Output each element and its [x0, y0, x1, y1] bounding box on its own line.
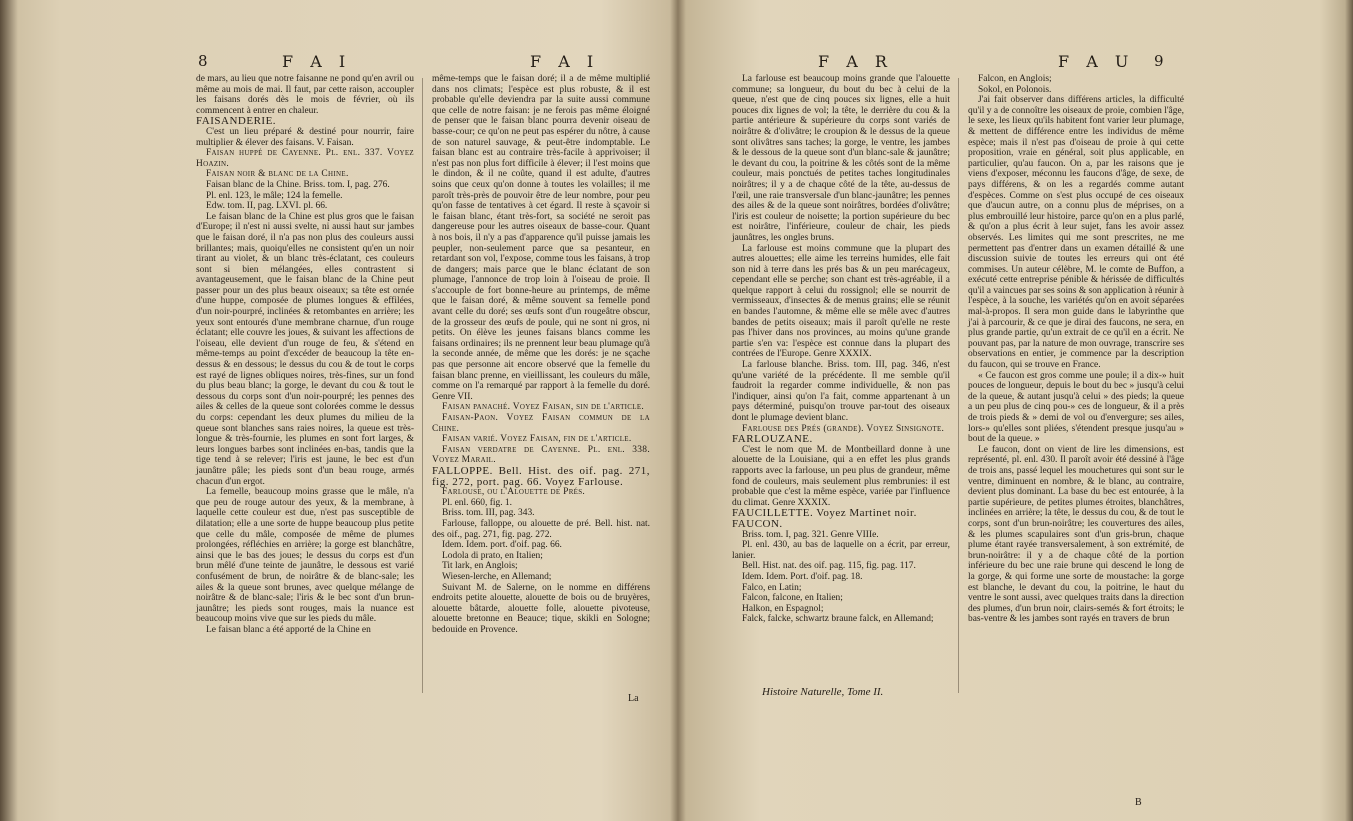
- paragraph: Lodola di prato, en Italien;: [442, 550, 543, 561]
- paragraph: C'est un lieu préparé & destiné pour nourrir, faire multiplier & élever des faisans. V. Faisan.: [196, 126, 414, 148]
- paragraph: Faisan huppé de Cayenne. Pl. enl. 337. Voyez Hoazin.: [196, 148, 414, 169]
- paragraph: Faisan panaché. Voyez Faisan, sin de l'article.: [442, 402, 645, 413]
- paragraph: Faisan varié. Voyez Faisan, fin de l'article.: [442, 434, 632, 445]
- paragraph: Le faisan blanc a été apporté de la Chine en: [206, 624, 371, 635]
- paragraph: Faisan-Paon. Voyez Faisan commun de la Chine.: [432, 413, 650, 434]
- right-page: [686, 0, 1341, 821]
- paragraph: FAUCON.: [732, 517, 783, 530]
- paragraph: « Ce faucon est gros comme une poule; il a dix-» huit pouces de longueur, depuis le bout du bec » jusqu'à celui de la queue, & autant jusqu'à celui » des pieds; la queue a un peu plus de cinq pou-» ces de longueur, & il a près de trois pieds & » demi de vol ou d'envergure; ses ailes, lors-» qu'elles sont pliées, s'étendent presque jusqu'au » bout de la queue. »: [968, 370, 1184, 445]
- paragraph: Idem. Idem. Port. d'oif. pag. 18.: [742, 571, 863, 582]
- paragraph: Falcon, en Anglois;: [978, 74, 1052, 84]
- paragraph: La femelle, beaucoup moins grasse que le mâle, n'a que peu de rouge autour des yeux, & la membrane, à laquelle cette couleur est due, n'est pas susceptible de dilatation; elle a une sorte de huppe beaucoup plus petite que celle du mâle, composée de même de plumes prolongées, réfléchies en arrière; la gorge est blanchâtre, ainsi que le bas des joues; le dessus du corps est d'un brun mêlé d'une teinte de jaunâtre, le dessous est varié confusément de brun, de noirâtre & de blanc-sale; les ailes & la queue sont brunes, avec quelque mélange de noirâtre & de blanc-sale; l'iris & le bec sont d'un brun-jaunâtre; les pieds sont rouges, mais la nuance est beaucoup moins vive que sur les pieds du mâle.: [196, 487, 414, 625]
- paragraph: Le faisan blanc de la Chine est plus gros que le faisan d'Europe; il n'est ni aussi svelte, ni aussi haut sur jambes que le faisan doré, il n'a pas non plus des couleurs aussi brillantes; mais, quoiqu'elles ne consistent qu'en un noir tirant au violet, & un blanc très-éclatant, ces couleurs sont si bien mélangées, elles contrastent si avantageusement, que le faisan blanc de la Chine peut passer pour un des plus beaux oiseaux; sa tête est ornée d'une huppe, composée de plumes longues & effilées, d'un noir-pourpré, inclinées & retombantes en arrière; les yeux sont entourés d'une membrane charnue, d'un rouge éclatant; elle couvre les joues, & suivant les affections de l'oiseau, elle devient d'un rouge de feu, & s'étend en même-temps au point d'excéder de beaucoup la tête en-dessus & en dessous; le dessus du cou & de tout le corps est rayé de lignes obliques noires, très-fines, sur un fond du plus beau blanc; la gorge, le devant du cou & tout le dessous du corps sont d'un noir-pourpré; les pennes des ailes & celles de la queue sont colorées comme le dessus du corps: cependant les deux plumes du milieu de la queue sont blanches sans raies noires, la queue est très-longue & très-fournie, les plumes en sont fort larges, & leurs longues barbes sont inclinées en-bas, tandis que la tige tend à se relever; l'iris est jaune, le bec est d'un jaunâtre pâle; les pieds sont d'un beau rouge, armés chacun d'un ergot.: [196, 211, 414, 487]
- paragraph: Briss. tom. III, pag. 343.: [442, 508, 535, 519]
- paragraph: Halkon, en Espagnol;: [742, 603, 824, 614]
- paragraph: Faisan noir & blanc de la Chine.: [206, 169, 349, 180]
- paragraph: Tit lark, en Anglois;: [442, 561, 518, 572]
- paragraph: Wiesen-lerche, en Allemand;: [442, 571, 552, 582]
- column-divider: [422, 78, 423, 693]
- paragraph: Farlouse, falloppe, ou alouette de pré. Bell. hist. nat. des oif., pag. 271, fig. pag. 272.: [432, 518, 650, 540]
- paragraph: FAUCILLETTE. Voyez Martinet noir.: [732, 507, 917, 520]
- left-page: [10, 0, 672, 821]
- paragraph: Falck, falcke, schwartz braune falck, en Allemand;: [742, 614, 934, 625]
- paragraph: Briss. tom. I, pag. 321. Genre VIIIe.: [742, 529, 879, 540]
- paragraph: Faisan verdatre de Cayenne. Pl. enl. 338. Voyez Marail.: [432, 444, 650, 466]
- paragraph: FALLOPPE. Bell. Hist. des oif. pag. 271, fig. 272, port. pag. 66. Voyez Farlouse.: [432, 464, 650, 488]
- paragraph: J'ai fait observer dans différens articles, la difficulté qu'il y a de connoître les oiseaux de proie, combien l'âge, le sexe, les lieux qu'ils habitent font varier leur plumage, & mettent de différence entre les individus de même espèce; mais il n'est pas d'oiseau de proie à qui cette proposition, vraie en général, soit plus applicable, en particulier, qu'au faucon. On a, par les raisons que je viens d'exposer, méconnu les faucons d'âge, de sexe, de pays différens, & on les a regardés comme autant d'espèces. Comme on s'est plus occupé de ces oiseaux que d'aucun autre, on a connu plus de méprises, on a plus embrouillé leur histoire, parce qu'on en a plus parlé, & qu'on a plus écrit à leur sujet, fans les avoir assez observés. Les limites qui me sont prescrites, ne me permettent pas d'entrer dans un examen détaillé & une discussion suivie de toutes les erreurs qui ont été commises. Un auteur célèbre, M. le comte de Buffon, a exécuté cette entreprise pénible & hérissée de difficultés qu'il a vaincues par ses soins & son application à réunir à l'espèce, à la souche, les variétés qu'on en avoit séparées mal-à-propos. Il sera mon guide dans le labyrinthe que j'ai à parcourir, & ce que je dirai des faucons, ne sera, en plus grande partie, qu'un extrait de ce qu'il en a écrit. Ne pouvant pas, par la nature de mon ouvrage, transcrire ses observations en entier, je commence par la description du faucon, qui se trouve en France.: [968, 95, 1184, 371]
- paragraph: Suivant M. de Salerne, on le nomme en différens endroits petite alouette, alouette de bois ou de bruyères, alouette bâtarde, alouette folle, alouette pivoteuse, alouette bretonne en Beauce; tique, skikli en Sologne; bedouide en Provence.: [432, 582, 650, 635]
- paragraph: La farlouse blanche. Briss. tom. III, pag. 346, n'est qu'une variété de la précédente. Il me semble qu'il faudroit la regarder comme individuelle, & non pas l'indiquer, ainsi qu'on l'a fait, comme appartenant à un pays déterminé, puisqu'on trouve par-tout des oiseaux dont le plumage devient blanc.: [732, 360, 950, 423]
- paragraph: La farlouse est moins commune que la plupart des autres alouettes; elle aime les terreins humides, elle fait son nid à terre dans les prés bas & un peu marécageux, cependant elle se perche; son chant est très-agréable, il a quelque rapport à celui du rossignol; elle se nourrit de vermisseaux, d'insectes & de menus grains; elle se réunit en bandes l'automne, & même elle se mêle avec d'autres bandes de petits oiseaux; mais il paroît qu'elle ne reste pas l'hiver dans nos provinces, au moins qu'une grande partie s'en va: l'espèce est connue dans la plupart des contrées de l'Europe. Genre XXXIX.: [732, 243, 950, 360]
- signature-mark: B: [1135, 797, 1142, 808]
- catchword: La: [628, 693, 639, 704]
- page-number: 8: [198, 52, 208, 70]
- paragraph: Pl. enl. 660, fig. 1.: [442, 497, 512, 508]
- paragraph: Bell. Hist. nat. des oif. pag. 115, fig. pag. 117.: [742, 561, 916, 572]
- text-column-2: [432, 74, 650, 635]
- paragraph: FARLOUZANE.: [732, 433, 813, 446]
- paragraph: Pl. enl. 430, au bas de laquelle on a écrit, par erreur, lanier.: [732, 540, 950, 561]
- running-head-left-page: [10, 52, 672, 74]
- paragraph: même-temps que le faisan doré; il a de même multiplié dans nos climats; l'espèce est plus robuste, & il est probable qu'elle deviendra par la suite aussi commune que celle de notre faisan: je ne ferois pas même éloigné de penser que le faisan blanc pourra devenir oiseau de basse-cour; ce qu'on ne peut pas espérer du nôtre, à cause de son naturel sauvage, & peut-être indomptable. Le faisan blanc est au contraire très-facile à apprivoiser; il n'est pas non plus fort difficile à élever; il l'est moins que le dindon, & il ne coûte, quand il est adulte, d'autres soins que ceux qu'on donne à toutes les volailles; il me paroît très-près de pouvoir être de leur nombre, pour peu qu'on fasse de tentatives à cet égard. Il reste à sçavoir si le faisan blanc, étant très-fort, sa société ne seroit pas dangereuse pour les autres oiseaux de basse-cour. Quant à nos bois, il n'y a pas d'apparence qu'il puisse jamais les peupler, non-seulement parce que sa pesanteur, en retardant son vol, l'expose, comme tous les faisans, à trop de dangers; mais parce que le blanc éclatant de son plumage, l'annonce de trop loin à l'oiseau de proie. Il s'accouple de fort bonne-heure au printemps, de même que le faisan doré, & même souvent sa femelle pond avant celle du doré; ses œufs sont d'un rougeâtre obscur, de la grosseur des œufs de poule, qui ne sont ni gros, ni petits. On élève les jeunes faisans blancs comme les faisans ordinaires; ils ne prennent leur beau plumage qu'à la seconde année, de même que les dorés: je ne sçache pas que personne ait encore observé que la femelle du faisan blanc prenne, en vieillissant, les couleurs du mâle, comme on l'a remarqué par rapport à la femelle du doré. Genre VII.: [432, 74, 650, 402]
- text-column-1: [196, 74, 414, 635]
- paragraph: Edw. tom. II, pag. LXVI. pl. 66.: [206, 201, 328, 212]
- running-head-title-right-col: F A U: [1058, 52, 1135, 71]
- running-head-right-page: [686, 52, 1341, 74]
- paragraph: de mars, au lieu que notre faisanne ne pond qu'en avril ou même au mois de mai. Il faut, par cette raison, accoupler les faisans dorés dès le mois de février, où ils commencent à entrer en chaleur.: [196, 74, 414, 116]
- column-divider: [958, 78, 959, 693]
- paragraph: FAISANDERIE.: [196, 115, 277, 128]
- text-column-1: [732, 74, 950, 625]
- paragraph: Pl. enl. 123, le mâle; 124 la femelle.: [206, 190, 343, 201]
- page-number: 9: [1154, 52, 1164, 70]
- paragraph: La farlouse est beaucoup moins grande que l'alouette commune; sa longueur, du bout du bec à celui de la queue, n'est que de cinq pouces six lignes, elle a huit pouces dix lignes de vol; la tête, le derrière du cou & la partie antérieure & supérieure du corps sont variés de noirâtre & d'olivâtre; le croupion & le dessus de la queue sont olivâtres sans taches; la gorge, le ventre, les jambes & le dessous de la queue sont d'un blanc-sale & jaunâtre; le devant du cou, la poitrine & les côtés sont de la même couleur, mais ponctués de petites taches longitudinales noirâtres; il y a de chaque côté de la tête, au-dessus de l'œil, une raie transversale d'un blanc-jaunâtre; les pennes des ailes & de la queue sont noirâtres, bordées d'olivâtre; l'iris est couleur de noisette; la portion supérieure du bec est noirâtre, l'inférieure, couleur de chair, les pieds jaunâtres, les ongles bruns.: [732, 74, 950, 243]
- paragraph: Le faucon, dont on vient de lire les dimensions, est représenté, pl. enl. 430. Il paroît avoir été dessiné à l'âge de trois ans, passé lequel les mouchetures qui sont sur le ventre, diminuent en nombre, & le blanc, au contraire, devient plus dominant. La base du bec est entourée, à la partie supérieure, de petites plumes étroites, blanchâtres, inclinées en arrière; la tête, le dessus du cou, & de tout le corps, sont d'un brun-noirâtre; les couvertures des ailes, & les plumes scapulaires sont d'un gris-brun, chaque plume étant rayée transversalement, à son extrémité, de brun-noirâtre: il y a de chaque côté de la portion inférieure du bec une raie brune qui descend le long de la gorge, & qui forme une sorte de moustache: la gorge est blanche, le devant du cou, la poitrine, le haut du ventre le sont aussi, avec quelques traits dans la direction des plumes, d'un brun noir, clairs-semés & fort étroits; le bas-ventre & les jambes sont rayés en travers de brun: [968, 444, 1184, 625]
- paragraph: Faisan blanc de la Chine. Briss. tom. I, pag. 276.: [206, 179, 390, 190]
- footer-book-title: Histoire Naturelle, Tome II.: [762, 686, 884, 698]
- paragraph: Falco, en Latin;: [742, 582, 802, 593]
- text-column-2: [968, 74, 1184, 625]
- paragraph: Sokol, en Polonois.: [978, 84, 1052, 95]
- paragraph: Idem. Idem. port. d'oif. pag. 66.: [442, 540, 562, 551]
- paragraph: C'est le nom que M. de Montbeillard donne à une alouette de la Louisiane, qui a en effet les plus grands rapports avec la farlouse, un peu plus de grandeur, même fond de couleurs, mais seulement plus rembrunies: il est probable que c'est la même espèce, variée par l'influence du climat. Genre XXXIX.: [732, 444, 950, 508]
- paragraph: Farlouse des Prés (grande). Voyez Sinsignote.: [742, 423, 945, 434]
- running-head-title: F A R: [818, 52, 893, 71]
- paragraph: Falcon, falcone, en Italien;: [742, 593, 843, 604]
- running-head-title: F A I: [282, 52, 352, 71]
- paragraph: Farlouse, ou l'Alouette de Prés.: [442, 487, 586, 498]
- running-head-title-right-col: F A I: [530, 52, 600, 71]
